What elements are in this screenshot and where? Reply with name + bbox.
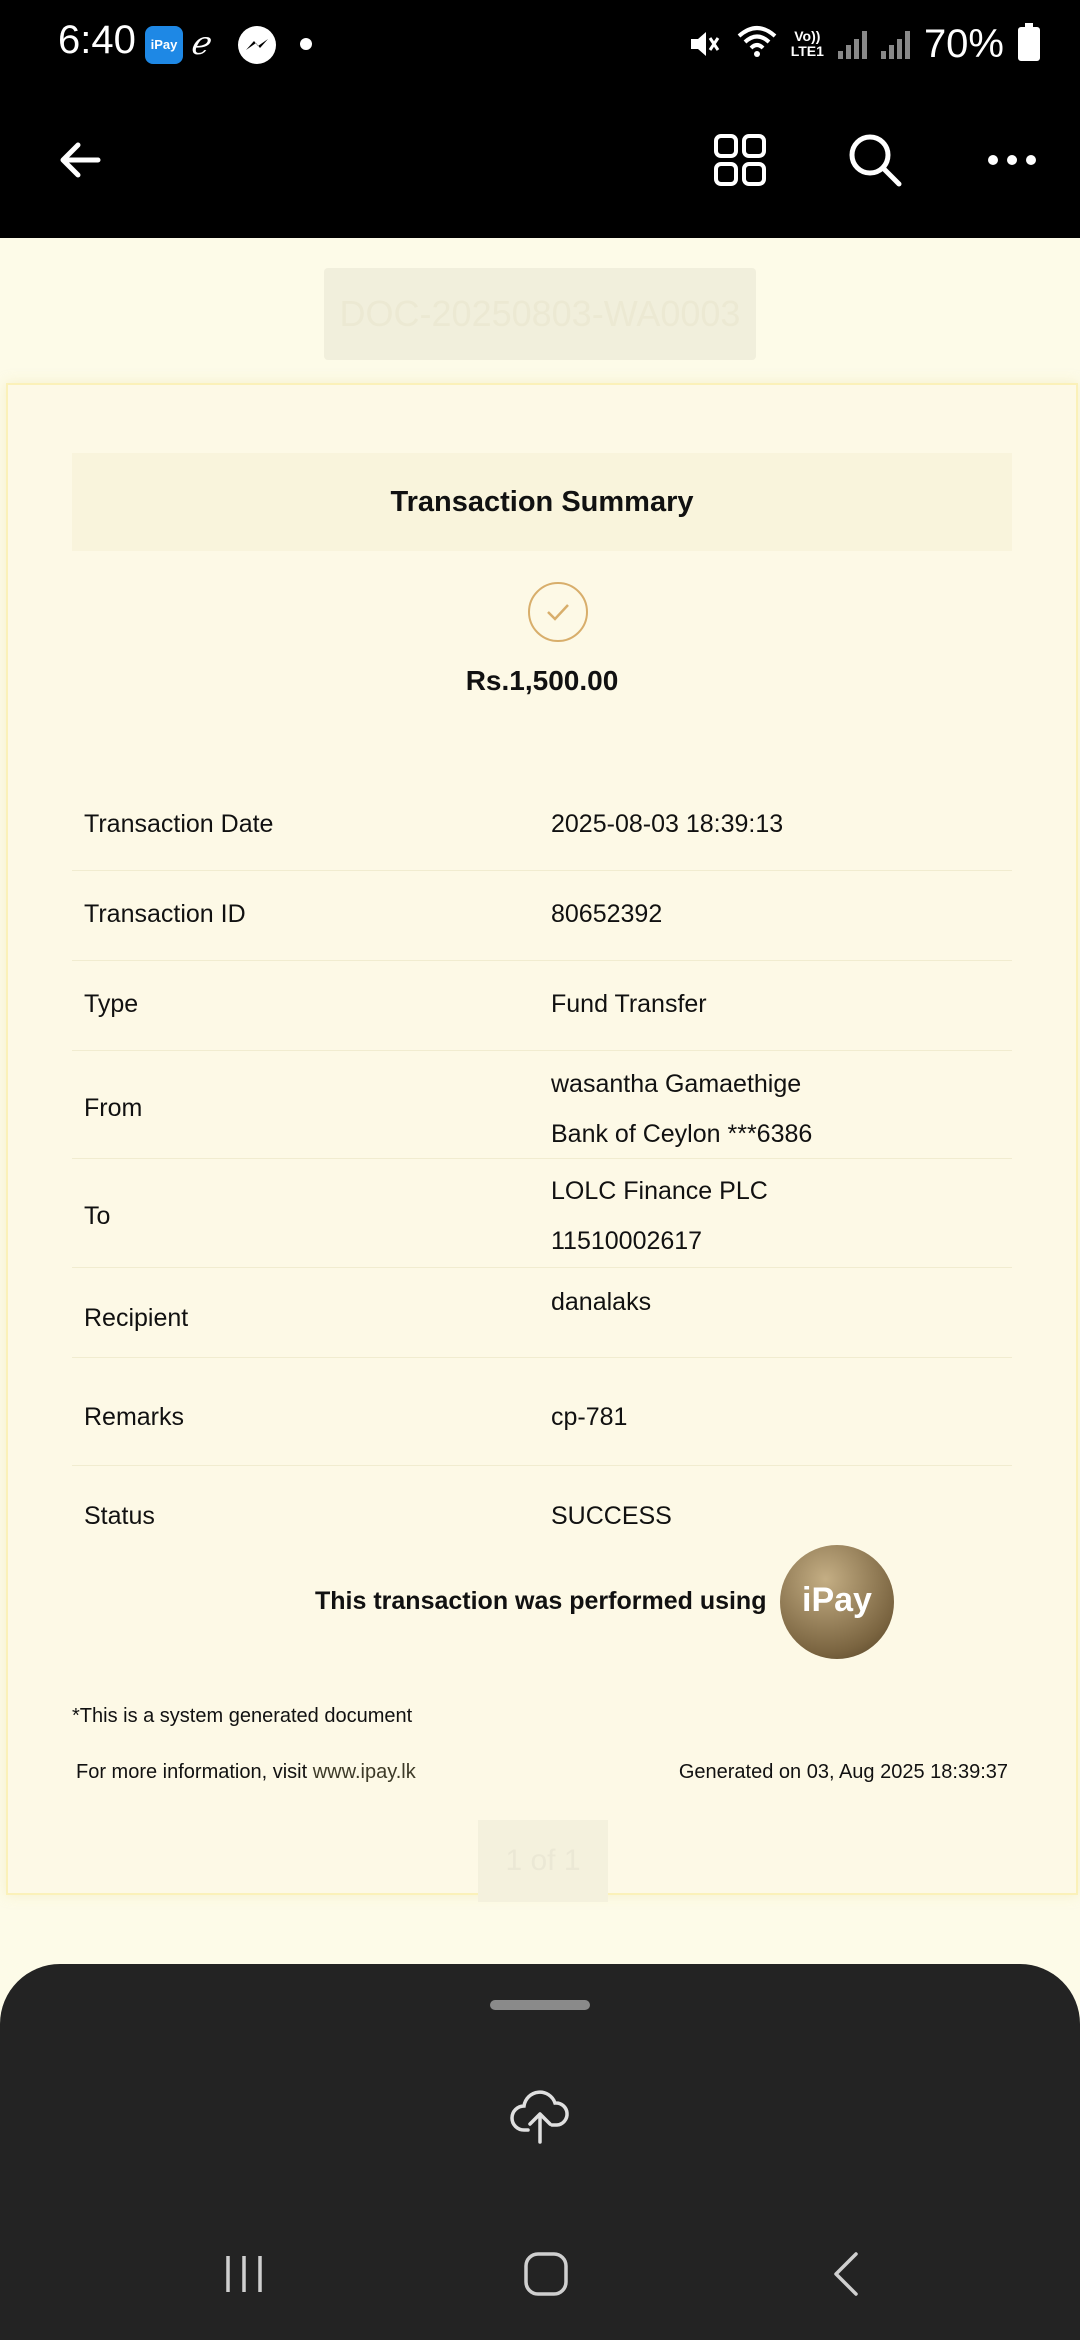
- home-icon[interactable]: [506, 2234, 586, 2314]
- battery-percent: 70%: [923, 21, 1004, 66]
- row-value: Fund Transfer: [551, 990, 707, 1018]
- table-row: [72, 1159, 1012, 1268]
- table-row: [72, 1466, 1012, 1556]
- ipay-notification-icon: iPay: [145, 26, 183, 64]
- volte-indicator: [791, 29, 824, 59]
- ipay-logo: iPay: [780, 1545, 894, 1659]
- title-band: [72, 453, 1012, 551]
- status-time: 6:40: [58, 18, 136, 62]
- signal-1-icon: [838, 29, 867, 59]
- row-value: wasantha Gamaethige: [551, 1070, 802, 1098]
- status-bar: [0, 0, 1080, 90]
- row-label: From: [84, 1094, 143, 1122]
- messenger-icon: [238, 26, 276, 64]
- wifi-icon: [737, 24, 777, 65]
- table-row: [72, 780, 1012, 871]
- details-table: [72, 780, 1012, 1556]
- row-value-secondary: 11510002617: [551, 1227, 703, 1255]
- document-title: Transaction Summary: [390, 486, 694, 518]
- app-bar: [0, 90, 1080, 238]
- system-generated-note: *This is a system generated document: [72, 1705, 413, 1727]
- upload-cloud-icon[interactable]: [508, 2084, 572, 2148]
- success-check-icon: [528, 582, 588, 642]
- row-value: LOLC Finance PLC: [551, 1177, 768, 1205]
- row-label: Remarks: [84, 1403, 185, 1431]
- row-label: Transaction Date: [84, 810, 274, 838]
- page-indicator: 1 of 1: [478, 1820, 608, 1902]
- row-value-secondary: Bank of Ceylon ***6386: [551, 1120, 813, 1148]
- grid-icon[interactable]: [700, 120, 780, 200]
- more-info-prefix: For more information, visit: [76, 1761, 313, 1783]
- transaction-document: [6, 383, 1078, 1895]
- performed-using-line: [8, 1545, 1076, 1665]
- nav-back-icon[interactable]: [808, 2234, 888, 2314]
- row-value: 2025-08-03 18:39:13: [551, 810, 784, 838]
- document-filename-chip: DOC-20250803-WA0003: [324, 268, 756, 360]
- more-info-text: [76, 1761, 416, 1784]
- signal-2-icon: [881, 29, 910, 59]
- row-value: 80652392: [551, 900, 663, 928]
- recent-apps-icon[interactable]: [204, 2234, 284, 2314]
- mute-icon: [685, 25, 723, 63]
- table-row: [72, 1358, 1012, 1466]
- app-notification-icon: ℯ: [190, 25, 209, 61]
- bottom-sheet: [0, 1964, 1080, 2340]
- row-label: Transaction ID: [84, 900, 246, 928]
- row-label: Recipient: [84, 1304, 189, 1332]
- table-row: [72, 871, 1012, 961]
- table-row: [72, 1268, 1012, 1358]
- search-icon[interactable]: [835, 120, 915, 200]
- performed-using-text: This transaction was performed using: [315, 1587, 767, 1615]
- sheet-drag-handle[interactable]: [490, 2000, 590, 2010]
- status-icons: [685, 22, 1040, 66]
- row-label: Status: [84, 1502, 155, 1530]
- more-icon[interactable]: [972, 120, 1052, 200]
- generated-on-text: Generated on 03, Aug 2025 18:39:37: [678, 1761, 1008, 1783]
- transaction-amount: Rs.1,500.00: [465, 665, 619, 696]
- row-value: cp-781: [551, 1403, 628, 1431]
- lte-label: LTE1: [790, 43, 824, 59]
- table-row: [72, 1051, 1012, 1159]
- row-label: Type: [84, 990, 139, 1018]
- row-value: SUCCESS: [551, 1502, 672, 1530]
- battery-icon: [1018, 27, 1040, 61]
- back-arrow-icon[interactable]: [40, 120, 120, 200]
- more-notifications-dot-icon: [300, 38, 312, 50]
- ipay-website-link[interactable]: www.ipay.lk: [312, 1761, 416, 1783]
- row-value: danalaks: [551, 1288, 652, 1316]
- volte-label: Vo)): [794, 28, 821, 44]
- table-row: [72, 961, 1012, 1051]
- row-label: To: [84, 1202, 111, 1230]
